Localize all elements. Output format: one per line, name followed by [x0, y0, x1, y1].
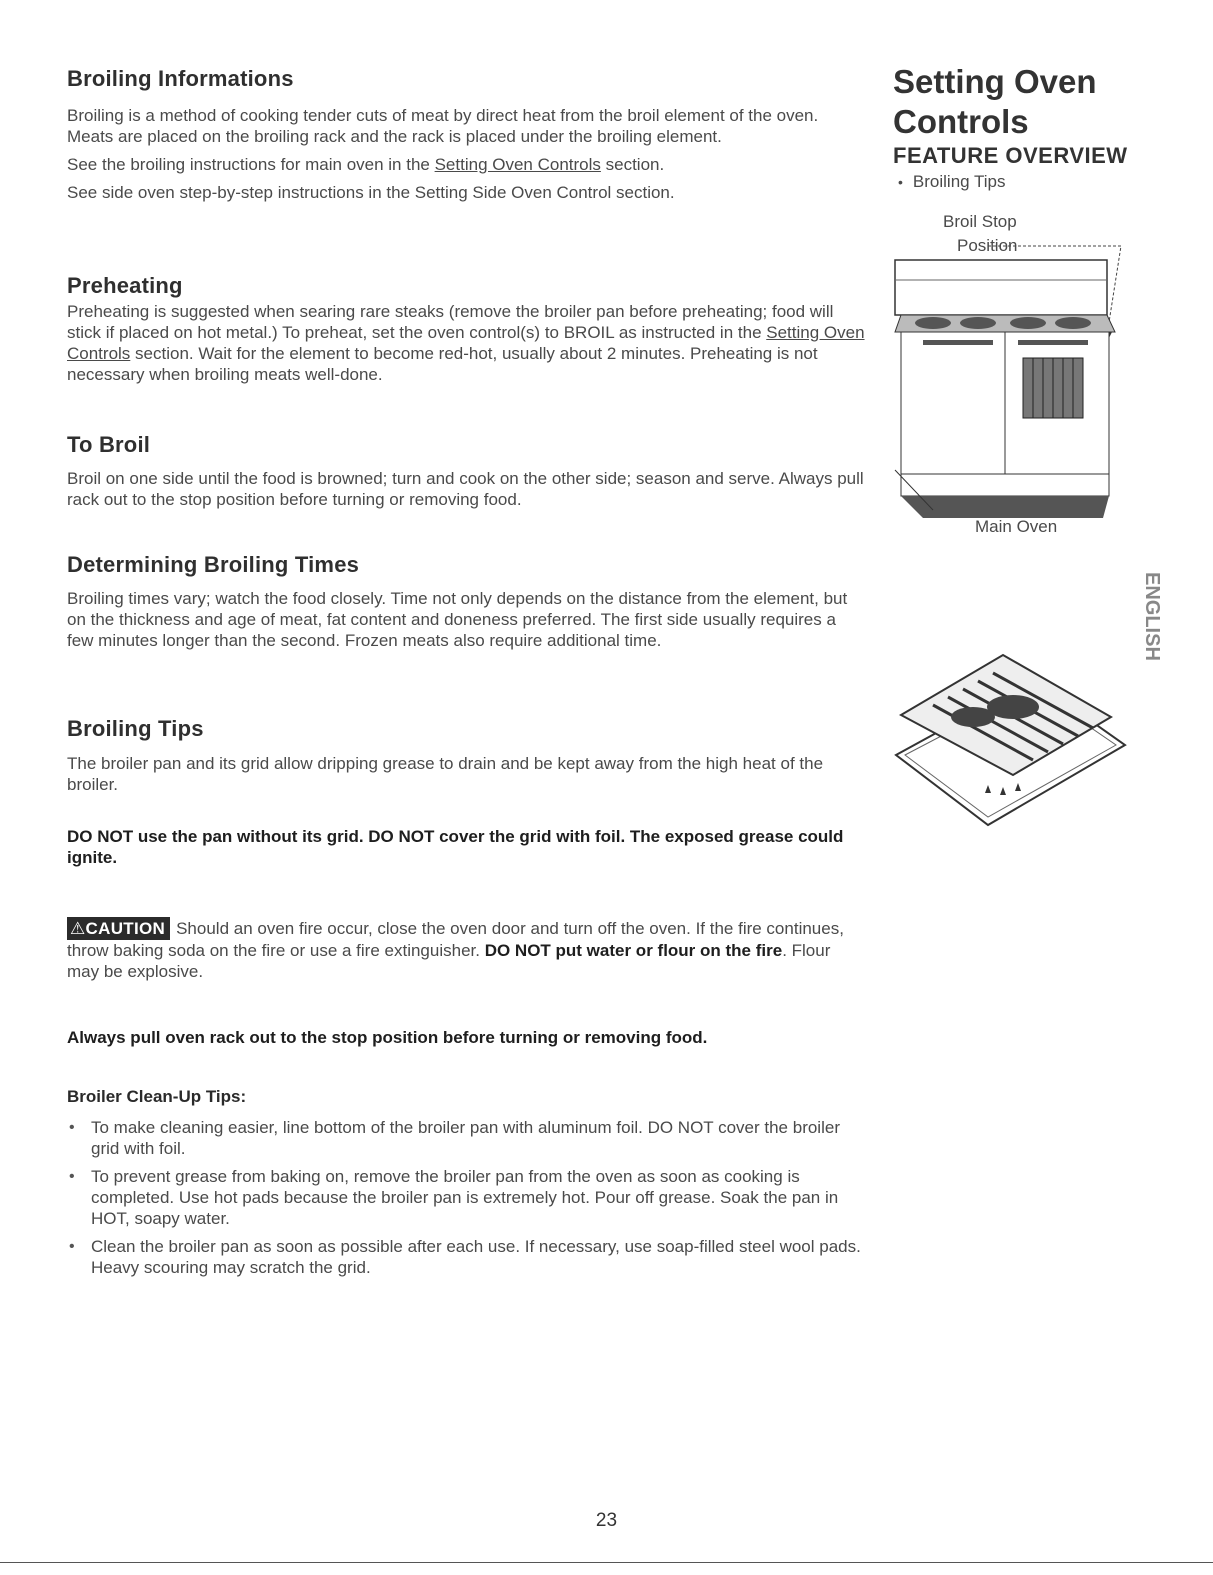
side-title	[893, 62, 1097, 142]
bullet-icon: •	[898, 174, 903, 190]
feature-overview-heading: FEATURE OVERVIEW	[893, 143, 1128, 168]
feature-bullet-label: Broiling Tips	[912, 172, 1006, 191]
warning-triangle-icon: ⚠	[70, 919, 86, 938]
list-item-text: To prevent grease from baking on, remove the broiler pan from the oven as soon as cooking is completed. Use hot pads because the broiler pan is extremely hot. Pour off grease. Soak the pan in HOT, soapy water.	[91, 1167, 839, 1228]
bullet-icon: •	[69, 1168, 75, 1185]
broil-stop-line-1: Broil Stop	[943, 212, 1017, 231]
preheating-paragraph	[67, 301, 867, 385]
list-item	[67, 1117, 867, 1159]
preheat-text: Preheating is suggested when searing rare steaks (remove the broiler pan before preheating; food will stick if placed on hot metal.) To preheat, set the oven control(s) to BROIL as instructed in the	[67, 302, 834, 342]
caution-bold-text: DO NOT put water or flour on the fire	[484, 941, 783, 960]
side-title-line-1: Setting Oven	[893, 63, 1097, 100]
caution-label: CAUTION	[85, 919, 166, 938]
setting-oven-controls-link[interactable]: Setting Oven Controls	[434, 155, 601, 174]
intro-section	[67, 105, 867, 203]
broiling-tips-heading: Broiling Tips	[67, 716, 204, 741]
intro-paragraph-1: Broiling is a method of cooking tender cuts of meat by direct heat from the broil element of the oven. Meats are placed on the broiling rack and the rack is placed under the broiling element.	[67, 106, 819, 146]
bullet-icon: •	[69, 1119, 75, 1136]
side-title-line-2: Controls	[893, 103, 1029, 140]
feature-bullet	[898, 171, 1006, 193]
broiling-times-heading: Determining Broiling Times	[67, 552, 360, 577]
language-side-tab	[1131, 570, 1163, 680]
preheating-heading: Preheating	[67, 273, 183, 298]
list-item-text: Clean the broiler pan as soon as possible after each use. If necessary, use soap-filled steel wool pads. Heavy scouring may scratch the grid.	[91, 1237, 861, 1277]
caution-badge	[67, 917, 170, 940]
page-title: Broiling Informations	[67, 66, 294, 91]
intro-p2-tail: section.	[600, 155, 665, 174]
main-oven-label: Main Oven	[975, 517, 1058, 536]
broiling-tips-paragraph: The broiler pan and its grid allow dripping grease to drain and be kept away from the high heat of the broiler.	[67, 754, 824, 794]
caution-text: Should an oven fire occur, close the oven door and turn off the oven. If the fire continues, throw baking soda on the fire or use a fire extinguisher.	[67, 919, 844, 960]
preheat-tail: section. Wait for the element to become red-hot, usually about 2 minutes. Preheating is not necessary when broiling meats well-done.	[67, 344, 818, 384]
list-item	[67, 1236, 867, 1278]
intro-p2-text: See the broiling instructions for main oven in the	[67, 155, 435, 174]
language-tab-text: ENGLISH	[1141, 572, 1163, 661]
cleanup-heading: Broiler Clean-Up Tips:	[67, 1087, 247, 1106]
caution-tail: . Flour may be explosive.	[67, 941, 831, 981]
caution-paragraph	[67, 917, 867, 982]
page-number: 23	[595, 1510, 618, 1531]
cleanup-list	[67, 1117, 867, 1285]
setting-oven-controls-link-2[interactable]: Setting Oven Controls	[67, 323, 865, 363]
footer-rule	[0, 1562, 1213, 1563]
broiling-times-paragraph: Broiling times vary; watch the food closely. Time not only depends on the distance from the element, but on the thickness and age of meat, fat content and doneness preferred. The first side usually requires a few minutes longer than the second. Frozen meats also require additional time.	[67, 589, 848, 650]
broiler-pan-illustration	[893, 645, 1133, 860]
intro-paragraph-2	[67, 154, 867, 175]
to-broil-heading: To Broil	[67, 432, 151, 457]
to-broil-paragraph: Broil on one side until the food is browned; turn and cook on the other side; season and serve. Always pull rack out to the stop position before turning or removing food.	[67, 469, 864, 509]
list-item-text: To make cleaning easier, line bottom of the broiler pan with aluminum foil. DO NOT cover the broiler grid with foil.	[91, 1118, 840, 1158]
intro-paragraph-3: See side oven step-by-step instructions in the Setting Side Oven Control section.	[67, 183, 675, 202]
list-item	[67, 1166, 867, 1229]
always-pull-warning: Always pull oven rack out to the stop position before turning or removing food.	[67, 1028, 708, 1047]
grid-warning: DO NOT use the pan without its grid. DO NOT cover the grid with foil. The exposed grease could ignite.	[67, 827, 844, 867]
bullet-icon: •	[69, 1238, 75, 1255]
range-oven-illustration	[893, 240, 1133, 525]
broil-stop-line-2: Position	[957, 236, 1018, 255]
